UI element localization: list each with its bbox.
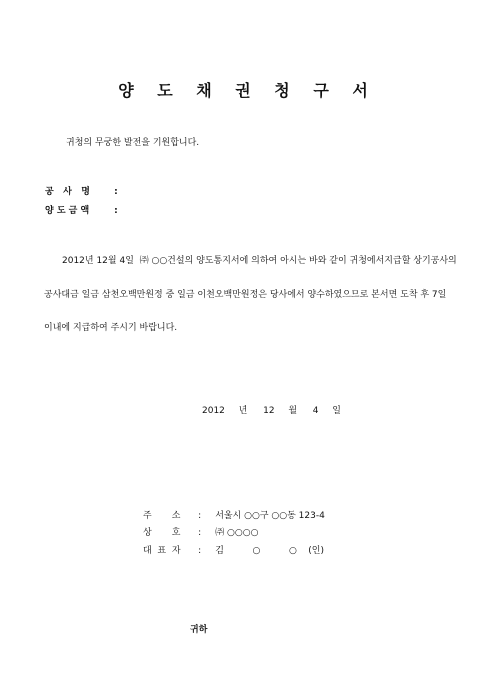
document-date xyxy=(202,403,341,416)
info-representative-colon: : xyxy=(198,546,202,556)
field-project-name-label: 공 사 명 xyxy=(45,187,90,197)
field-transfer-amount xyxy=(45,203,118,216)
body-line-1: 2012년 12월 4일 ㈜ ○○건설의 양도통지서에 의하여 아시는 바와 같이 귀청에서지급할 상기공사의 xyxy=(62,256,457,266)
info-representative-label: 대 표 자 xyxy=(143,546,181,556)
document-title: 양 도 채 권 청 구 서 xyxy=(118,81,377,100)
date-day: 4 xyxy=(312,406,319,416)
info-company-label: 상 호 xyxy=(143,528,181,538)
closing-honorific: 귀하 xyxy=(190,625,208,635)
field-transfer-amount-label: 양 도 금 액 xyxy=(45,206,90,216)
field-transfer-amount-colon: : xyxy=(114,206,118,216)
info-company-row xyxy=(143,520,258,539)
date-month: 12 xyxy=(263,406,275,416)
date-day-unit: 일 xyxy=(332,406,341,416)
info-representative-row xyxy=(143,538,324,557)
greeting-text: 귀청의 무궁한 발전을 기원합니다. xyxy=(66,138,200,148)
info-representative-value: 김 ○ ○ (인) xyxy=(215,546,324,556)
date-year-unit: 년 xyxy=(238,406,248,416)
info-company-colon: : xyxy=(198,528,202,538)
body-line-2: 공사대금 일금 삼천오백만원정 중 일금 이천오백만원정은 당사에서 양수하였으므로 본서면 도착 후 7일 xyxy=(44,290,447,300)
body-line-3: 이내에 지급하여 주시기 바랍니다. xyxy=(44,323,178,333)
date-year: 2012 xyxy=(202,406,225,416)
field-project-name xyxy=(45,184,118,197)
info-address-label: 주 소 xyxy=(143,511,181,521)
info-address-colon: : xyxy=(198,511,202,521)
info-company-value: ㈜ ○○○○ xyxy=(215,528,259,538)
date-month-unit: 월 xyxy=(288,406,298,416)
info-address-value: 서울시 ○○구 ○○동 123-4 xyxy=(215,511,325,521)
field-project-name-colon: : xyxy=(114,187,118,197)
